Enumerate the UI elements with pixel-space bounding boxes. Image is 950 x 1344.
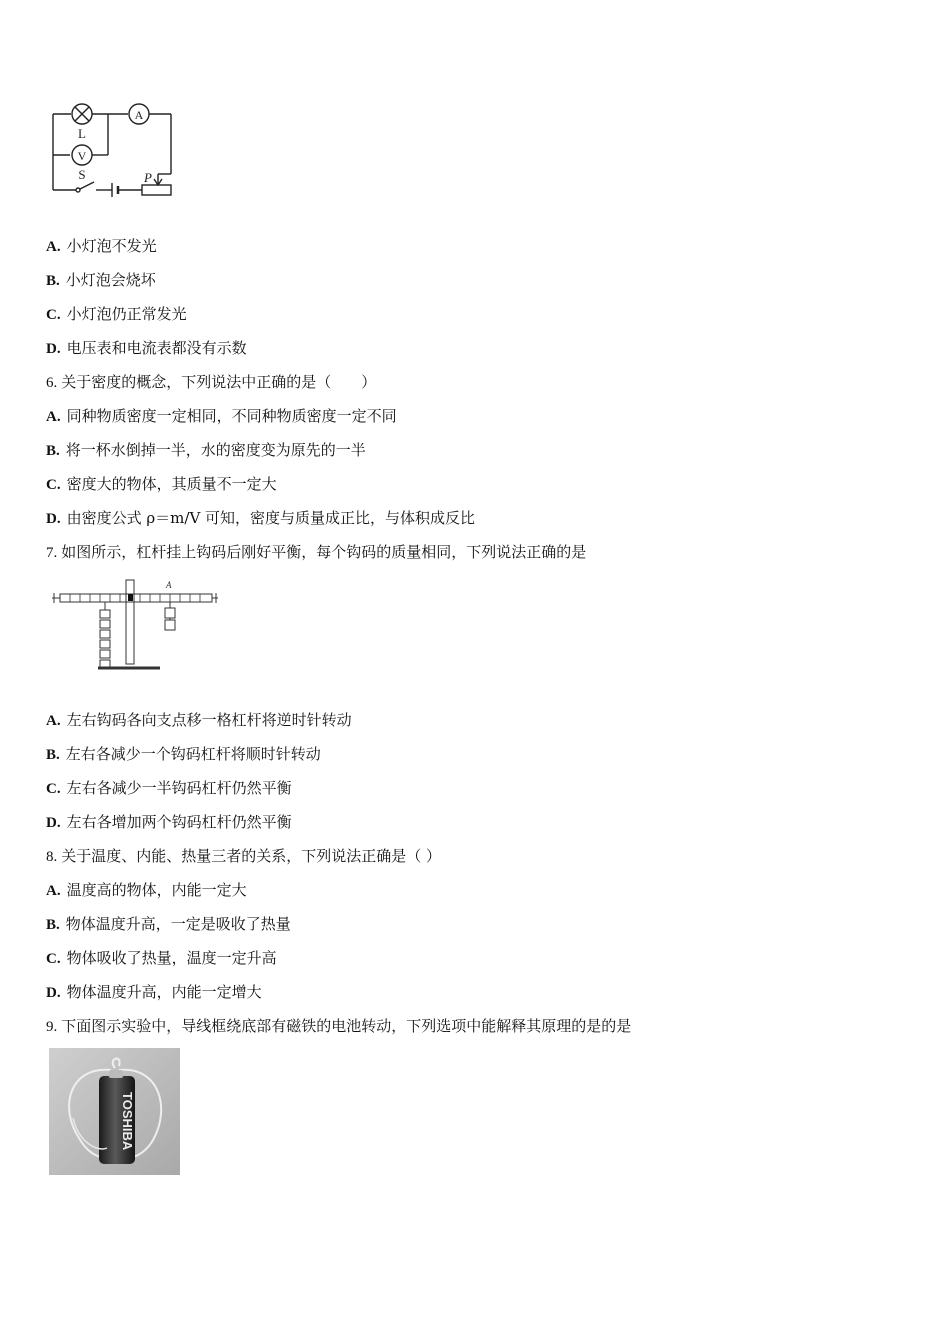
lever-diagram — [48, 578, 218, 678]
switch-label: S — [78, 167, 86, 182]
q5-option-b: B. 小灯泡会烧坏 — [46, 271, 156, 289]
q8-option-b: B. 物体温度升高，一定是吸收了热量 — [46, 915, 291, 933]
ammeter-label: A — [134, 108, 144, 122]
lamp-label: L — [78, 126, 86, 141]
q6-option-a: A. 同种物质密度一定相同，不同种物质密度一定不同 — [46, 407, 397, 425]
q6-option-c: C. 密度大的物体，其质量不一定大 — [46, 475, 277, 493]
q7-option-c: C. 左右各减少一半钩码杠杆仍然平衡 — [46, 779, 292, 797]
q7-stem: 7. 如图所示，杠杆挂上钩码后刚好平衡，每个钩码的质量相同，下列说法正确的是 — [46, 543, 587, 561]
q6-stem: 6. 关于密度的概念，下列说法中正确的是（ ） — [46, 373, 377, 391]
lever-label-a: A — [166, 580, 172, 590]
q7-option-d: D. 左右各增加两个钩码杠杆仍然平衡 — [46, 813, 292, 831]
q7-option-b: B. 左右各减少一个钩码杠杆将顺时针转动 — [46, 745, 321, 763]
voltmeter-label: V — [77, 149, 87, 163]
q7-option-a: A. 左右钩码各向支点移一格杠杆将逆时针转动 — [46, 711, 352, 729]
q8-option-c: C. 物体吸收了热量，温度一定升高 — [46, 949, 277, 967]
q5-option-c: C. 小灯泡仍正常发光 — [46, 305, 187, 323]
q8-option-a: A. 温度高的物体，内能一定大 — [46, 881, 247, 899]
circuit-diagram — [44, 98, 179, 200]
battery-photo — [49, 1048, 180, 1175]
q5-option-d: D. 电压表和电流表都没有示数 — [46, 339, 247, 357]
q5-option-a: A. 小灯泡不发光 — [46, 237, 157, 255]
q8-stem: 8. 关于温度、内能、热量三者的关系，下列说法正确是（ ） — [46, 847, 442, 865]
q8-option-d: D. 物体温度升高，内能一定增大 — [46, 983, 262, 1001]
q6-option-d: D. 由密度公式 ρ＝m/V 可知，密度与质量成正比，与体积成反比 — [46, 509, 476, 527]
slider-label: P — [144, 170, 152, 185]
battery-brand-text: TOSHIBA — [120, 1092, 135, 1151]
q9-stem: 9. 下面图示实验中，导线框绕底部有磁铁的电池转动，下列选项中能解释其原理的是的是 — [46, 1017, 632, 1035]
q6-option-b: B. 将一杯水倒掉一半，水的密度变为原先的一半 — [46, 441, 366, 459]
rheostat-symbol — [142, 185, 171, 195]
